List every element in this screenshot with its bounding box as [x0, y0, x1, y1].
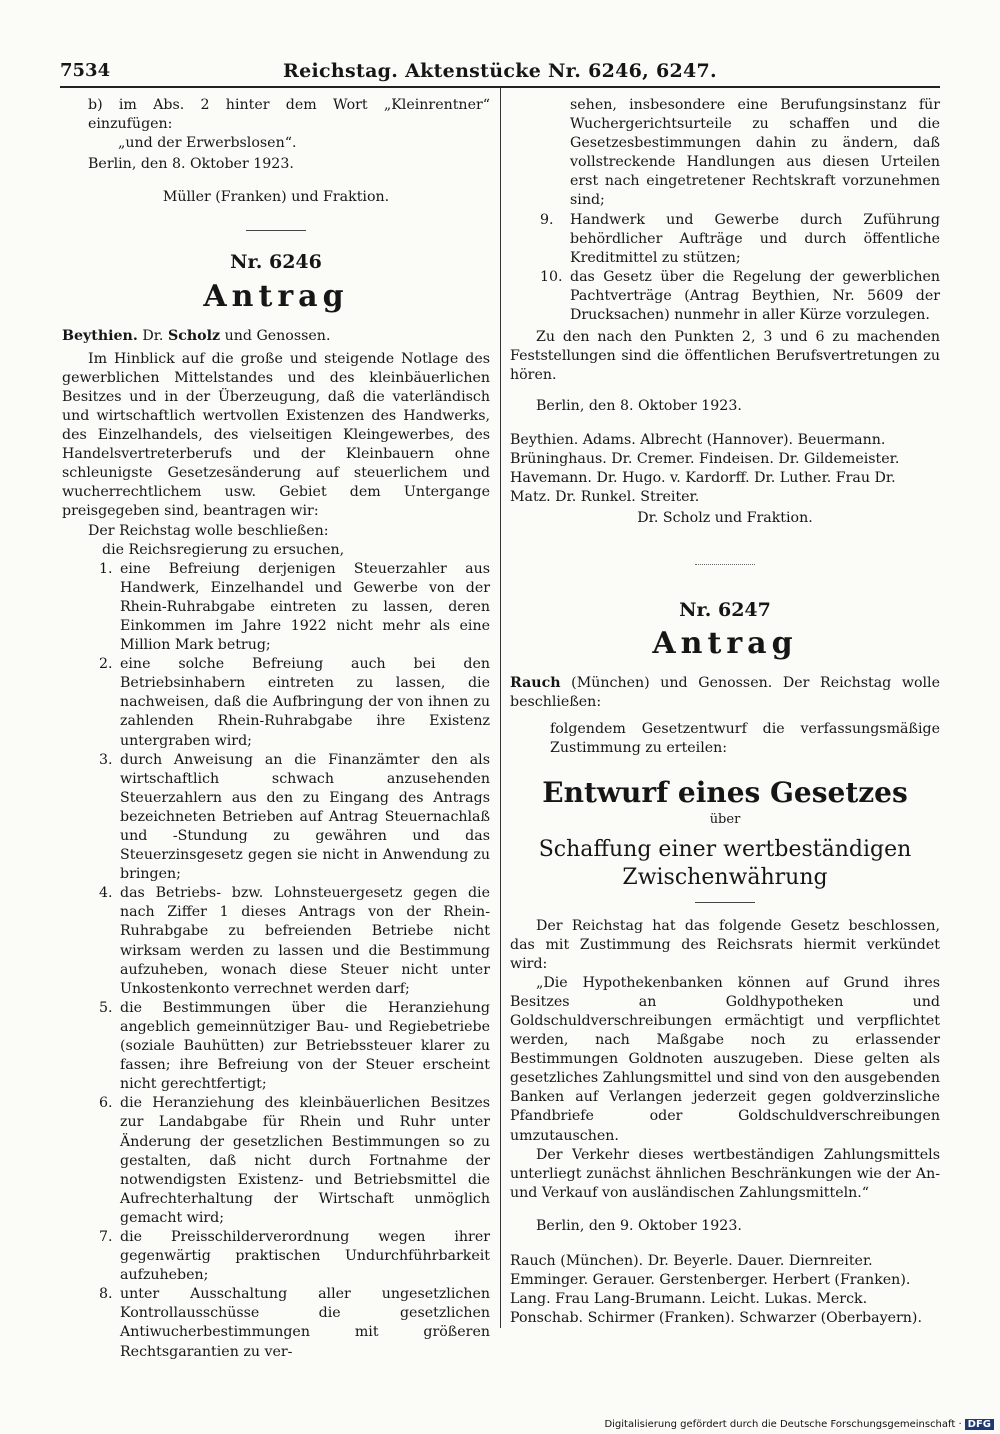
list-item: 5. die Bestimmungen über die Heranziehung angeblich gemeinnütziger Bau- und Regiebetriebe (soziale Bauhütten) zur Betriebssteuer klarer zu fassen; ihre Befreiung von der Steuer erscheint nicht gerechtfertigt; [99, 999, 490, 1093]
separator-rule [695, 564, 755, 565]
page-number: 7534 [60, 60, 111, 81]
list-item: 8. unter Ausschaltung aller ungesetzlichen Kontrollausschüsse die gesetzlichen Antiwucherbestimmungen mit größeren Rechtsgarantien zu ver- [99, 1286, 490, 1360]
points-paragraph: Zu den nach den Punkten 2, 3 und 6 zu machenden Feststellungen sind die öffentlichen Berufsvertretungen zu hören. [510, 329, 940, 384]
right-column [510, 96, 940, 1328]
submission-line: folgendem Gesetzentwurf die verfassungsmäßige Zustimmung zu erteilen: [550, 721, 940, 757]
document-heading: Antrag [652, 626, 798, 662]
footer-text: Digitalisierung gefördert durch die Deutsche Forschungsgemeinschaft · [604, 1419, 962, 1430]
date-line: Berlin, den 9. Oktober 1923. [536, 1217, 742, 1234]
left-column [62, 96, 490, 1362]
list-item: 6. die Heranziehung des kleinbäuerlichen Besitzes zur Landabgabe für Rhein und Ruhr unter Änderung der gesetzlichen Bestimmungen so zu gestalten, daß nicht durch Fortnahme der notwendigsten Existenz- und Betriebsmittel die Aufrechterhaltung der Wirtschaft unmöglich gemacht wird; [99, 1095, 490, 1226]
separator-rule [246, 230, 306, 231]
resolve-line: Der Reichstag wolle beschließen: [88, 522, 329, 539]
amendment-item: b) im Abs. 2 hinter dem Wort „Kleinrentner“ einzufügen: [88, 97, 490, 133]
signature-line: Müller (Franken) und Fraktion. [162, 189, 390, 206]
authors-line [510, 674, 940, 712]
page-header [60, 60, 940, 84]
list-item: 9. Handwerk und Gewerbe durch Zuführung behördlicher Aufträge und durch öffentliche Kreditmittel zu stützen; [540, 211, 940, 266]
list-item: 3. durch Anweisung an die Finanzämter den als wirtschaftlich schwach anzusehenden Steuerzahlern aus den zu Eingang des Antrags bezeichneten Betrieben auf Antrag Steuernachlaß und -Stundung zu gewähren und das Steuerzinsgesetz gegen sie nicht in Anwendung zu bringen; [99, 751, 490, 883]
law-subject: Schaffung einer wertbeständigen Zwischenwährung [538, 836, 912, 890]
authors-line [62, 327, 490, 346]
document-heading: Antrag [203, 278, 349, 314]
list-item: 7. die Preisschilderverordnung wegen ihrer gegenwärtig praktischen Undurchführbarkeit aufzuheben; [99, 1228, 490, 1284]
demand-list-continued [510, 211, 940, 326]
column-divider [500, 88, 501, 1328]
intro-paragraph: Im Hinblick auf die große und steigende Notlage des gewerblichen Mittelstandes und des kleinbäuerlichen Besitzes und in der Überzeugung, daß die vaterländisch und wirtschaftlich wertvollen Existenzen des Handwerks, des Einzelhandels, des vielseitigen Kleingewerbes, des Handelsvertreterberufs und der Kleinbauern ohne schleunigste Gesetzesänderung auf steuerlichem und wucherrechtlichem usw. Gebiet dem Untergange preisgegeben sind, beantragen wir: [62, 350, 490, 520]
demand-list [62, 560, 490, 1362]
digitization-footer [604, 1419, 994, 1430]
dfg-logo: DFG [965, 1419, 994, 1430]
request-line: die Reichsregierung zu ersuchen, [102, 541, 345, 558]
date-line: Berlin, den 8. Oktober 1923. [536, 398, 742, 415]
document-number: Nr. 6246 [230, 251, 322, 274]
signatories: Beythien. Adams. Albrecht (Hannover). Beuermann. Brüninghaus. Dr. Cremer. Findeisen. Dr. Gildemeister. Havemann. Dr. Hugo. v. Kardorff. Dr. Luther. Frau Dr. Matz. Dr. Runkel. Streiter. [510, 431, 900, 505]
list-item: 4. das Betriebs- bzw. Lohnsteuergesetz gegen die nach Ziffer 1 dieses Antrags von der Rhein-Ruhrabgabe zu befreienden Betriebe nicht wirksam werden zu lassen und die Bestimmung aufzuheben, wonach diese Steuer nicht unter Unkostenkonto verrechnet werden darf; [99, 885, 490, 997]
list-item: 2. eine solche Befreiung auch bei den Betriebsinhabern eintreten zu lassen, die nachweisen, daß die Aufbringung der von ihnen zu zahlenden Rhein-Ruhrabgabe ihre Existenz untergraben wird; [99, 656, 490, 749]
law-ueber: über [709, 812, 741, 828]
law-title: Entwurf eines Gesetzes [542, 776, 908, 810]
document-number: Nr. 6247 [679, 598, 771, 621]
amendment-quote: „und der Erwerbslosen“. [118, 135, 297, 152]
author-scholz: Scholz [167, 327, 221, 344]
list-item: 1. eine Befreiung derjenigen Steuerzahler aus Handwerk, Einzelhandel und Gewerbe von der Rhein-Ruhrabgabe eintreten zu lassen, deren Einkommen im Jahre 1922 nicht mehr als eine Million Mark betrug; [99, 560, 490, 654]
author-rauch: Rauch [510, 675, 561, 692]
author-text-2: und Genossen. [220, 327, 331, 344]
continued-item: sehen, insbesondere eine Berufungsinstanz für Wuchergerichtsurteile zu schaffen und die Gesetzesbestimmungen dahin zu ändern, daß vollstreckende Handlungen aus diesen Urteilen erst nach eingetretener Rechtskraft vorzunehmen sind; [570, 97, 940, 209]
date-line: Berlin, den 8. Oktober 1923. [88, 156, 294, 173]
law-intro: Der Reichstag hat das folgende Gesetz beschlossen, das mit Zustimmung des Reichsrats hiermit verkündet wird: [510, 917, 940, 972]
signatories-faction: Dr. Scholz und Fraktion. [637, 509, 813, 526]
author-beythien: Beythien. [62, 327, 138, 344]
law-paragraph-2: Der Verkehr dieses wertbeständigen Zahlungsmittels unterliegt zunächst ähnlichen Beschränkungen wie der An- und Verkauf von ausländischen Zahlungsmitteln.“ [510, 1146, 940, 1201]
running-title: Reichstag. Aktenstücke Nr. 6246, 6247. [283, 60, 717, 82]
list-item: 10. das Gesetz über die Regelung der gewerblichen Pachtverträge (Antrag Beythien, Nr. 5609 der Drucksachen) nunmehr in aller Kürze vorzulegen. [540, 268, 940, 324]
author-text: (München) und Genossen. Der Reichstag wolle beschließen: [510, 675, 940, 711]
signatories: Rauch (München). Dr. Beyerle. Dauer. Diernreiter. Emminger. Gerauer. Gerstenberger. Herbert (Franken). Lang. Frau Lang-Brumann. Leicht. Lukas. Merck. Ponschab. Schirmer (Franken). Schwarzer (Oberbayern). [510, 1253, 922, 1327]
law-paragraph-1: „Die Hypothekenbanken können auf Grund ihres Besitzes an Goldhypotheken und Goldschuldverschreibungen ermächtigt und verpflichtet werden, nach Maßgabe noch zu erlassender Bestimmungen Goldnoten auszugeben. Diese gelten als gesetzliches Zahlungsmittel und sind von den ausgebenden Banken auf Verlangen jederzeit gegen goldverzinsliche Pfandbriefe oder Goldschuldverschreibungen umzutauschen. [510, 974, 940, 1144]
separator-rule [695, 902, 755, 903]
author-text: Dr. [137, 327, 168, 344]
